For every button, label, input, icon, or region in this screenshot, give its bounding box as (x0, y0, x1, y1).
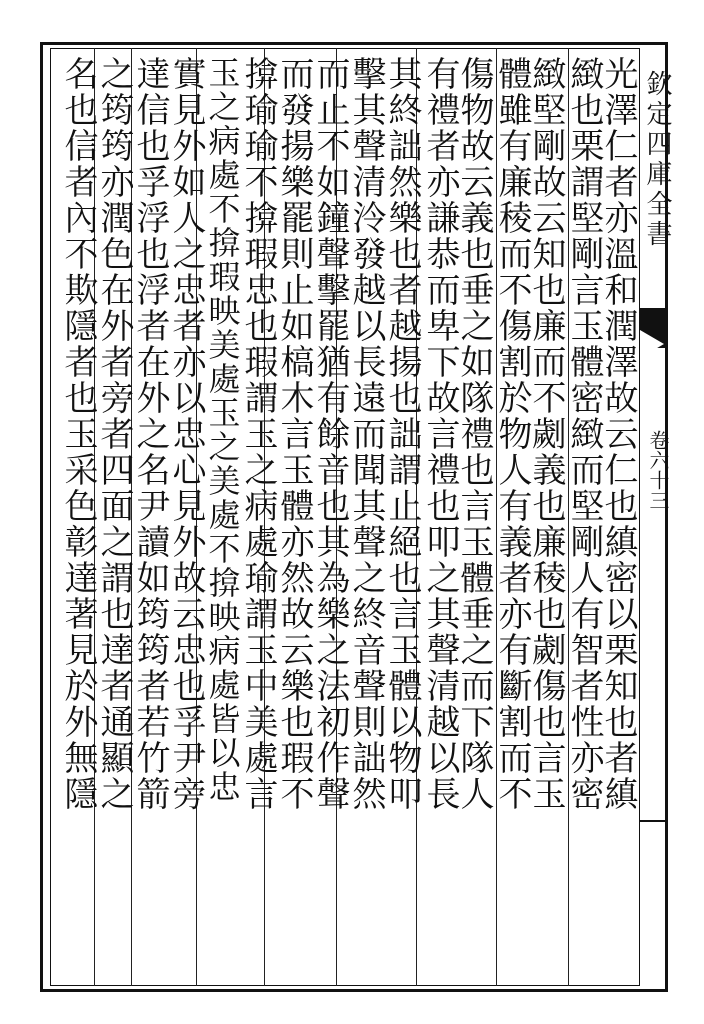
column-text: 名也信者內不欺隱者也玉采色彰達著見於外無隱 (58, 56, 98, 812)
column-text: 擊其聲清泠發越以長遠而聞其聲之終音聲則詘然 (346, 56, 386, 812)
fishtail-notch (640, 330, 664, 358)
column-text: 體雖有廉稜而不傷割於物人有義者亦有斷割而不 (492, 56, 532, 812)
column-text: 傷物故云義也垂之如隊禮也言玉體垂之而下隊人 (454, 56, 494, 812)
column-text: 其終詘然樂也者越揚也詘謂止絕也言玉體以物叩 (382, 56, 422, 812)
column-text: 玉之病處不揜瑕映美處玉之美處不揜映病處皆以忠 (203, 56, 242, 804)
column-text: 揜瑜瑜不揜瑕忠也瑕謂玉之病處瑜謂玉中美處言 (238, 56, 278, 812)
book-title: 欽定四庫全書 (642, 70, 672, 250)
column-text: 緻堅剛故云知也廉而不劌義也廉稜也劌傷也言玉 (526, 56, 566, 812)
column-text: 有禮者亦謙恭而卑下故言禮也叩之其聲清越以長 (420, 56, 460, 812)
text-column-2 (562, 56, 606, 976)
column-text: 光澤仁者亦溫和潤澤故云仁也縝密以栗知也者縝 (598, 56, 638, 812)
lower-fishtail-line (640, 820, 668, 838)
text-column-16 (56, 56, 100, 976)
juan-number: 卷六十三 (646, 430, 670, 510)
text-column-4 (490, 56, 534, 976)
column-text: 實見外如人之忠者亦以忠心見外故云忠也孚尹旁 (166, 56, 206, 812)
column-text: 而止不如鐘聲擊罷猶有餘音也其為樂之法初作聲 (310, 56, 350, 812)
column-text: 達信也孚浮也浮者在外之名尹讀如筠筠者若竹箭 (130, 56, 170, 812)
column-text: 之筠筠亦潤色在外者旁者四面之謂也達者通顯之 (94, 56, 134, 812)
column-text: 而發揚樂罷則止如槁木言玉體亦然故云樂也瑕不 (274, 56, 314, 812)
column-text: 緻也栗謂堅剛言玉體密緻而堅剛人有智者性亦密 (564, 56, 604, 812)
text-column-6 (418, 56, 462, 976)
